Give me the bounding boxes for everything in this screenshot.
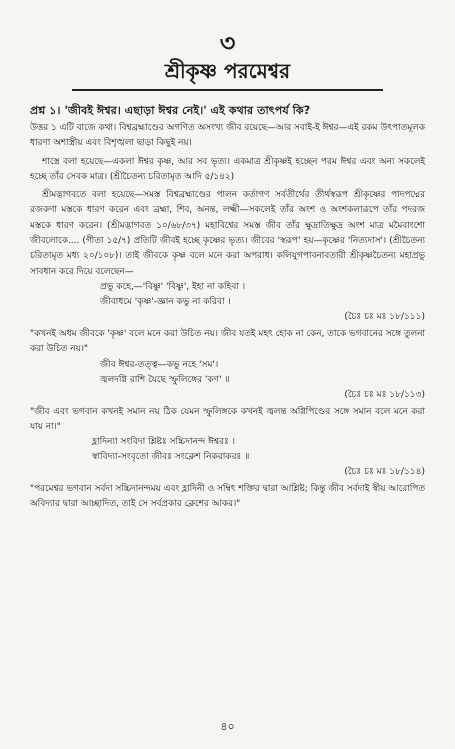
book-page	[0, 30, 455, 749]
chapter-number: ৩	[219, 29, 236, 57]
answer-paragraph: উত্তর ১ এটি বাজে কথা। বিশ্বব্রহ্মাণ্ডের অগণিত অসংখ্য জীব রয়েছে—আর সবাই-ই ঈশ্বর—এই রকম উৎপাতমূলক ধারণা অশাস্ত্রীয় এবং বিশৃঙ্খলা ছাড়া কিছুই নয়।	[30, 123, 425, 149]
sanskrit-verse-line: হ্লাদিন্যা সংবিদা শ্লিষ্টঃ সচ্চিদানন্দ ঈশ্বরঃ ।	[92, 437, 235, 448]
quote-paragraph: "পরমেশ্বর ভগবান সর্বদা সচ্চিদানন্দময় এবং হ্লাদিনী ও সম্বিৎ শক্তির দ্বারা আশ্লিষ্ট; কিন্তু জীব সর্বদাই স্বীয় আরোপিত অবিদ্যার দ্বারা আচ্ছাদিত, তাই সে সর্বপ্রকার ক্লেশের আকর।"	[30, 484, 425, 510]
verse-line: জীব ঈশ্বর-তত্ত্ব—কভু নহে 'সম'।	[100, 359, 219, 370]
verse-reference: (চৈঃ চঃ মঃ ১৮/১১১)	[344, 311, 425, 322]
page-number: ৪০	[220, 720, 235, 733]
quote-paragraph: "কখনই অধম জীবকে 'কৃষ্ণ' বলে মনে করা উচিত নয়। জীব যতই মহৎ হোক না কেন, তাকে ভগবানের সঙ্গে তুলনা করা উচিত নয়।"	[30, 328, 425, 355]
chapter-title: শ্রীকৃষ্ণ পরমেশ্বর	[164, 59, 291, 83]
quote-paragraph: "জীব এবং ভগবান কখনই সমান নয় ঠিক যেমন স্ফুলিঙ্গকে কখনই জ্বলন্ত অগ্নিপিণ্ডের সঙ্গে সমান বলে মনে করা যায় না।"	[30, 406, 425, 432]
question-heading: প্রশ্ন ১। 'জীবই ঈশ্বর। এছাড়া ঈশ্বর নেই।' এই কথার তাৎপর্য কি?	[30, 104, 311, 117]
verse-reference: (চৈঃ চঃ মঃ ১৮/১১৪)	[344, 467, 425, 478]
verse-reference: (চৈঃ চঃ মঃ ১৮/১১৩)	[344, 389, 425, 400]
title-underline	[72, 89, 383, 91]
sanskrit-verse-line: স্বাবিদ্যা-সংবৃতো জীবঃ সংক্লেশ নিকরাকরঃ ॥	[92, 452, 250, 463]
verse-line: জীবাধমে 'কৃষ্ণ'-জ্ঞান কভু না করিবা ।	[100, 296, 231, 307]
bhagavatam-paragraph: শ্রীমদ্ভাগবতে বলা হয়েছে—সমস্ত বিশ্বব্রহ্মাণ্ডের পালন কর্তাগণ সর্বতীর্থের তীর্থস্বরূপ শ্রীকৃষ্ণের পাদপদ্মের রজকণা মস্তকে ধারণ করেন এবং ব্রহ্মা, শিব, অনন্ত, লক্ষ্মী—সকলেই তাঁর অংশ ও অংশকলারূপে তাঁর পদরজ মস্তকে ধারণ করেন। (শ্রীমদ্ভাগবত ১০/৬৮/৩৭) মহাবিশ্বের সমস্ত জীব তাঁর ক্ষুদ্রাতিক্ষুদ্র অংশ মাত্র মমৈবাংশো জীবলোকে.... (গীতা ১৫/৭) প্রতিটি জীবই হচ্ছে কৃষ্ণের ভৃত্য। জীবের 'স্বরূপ' হয়—কৃষ্ণের 'নিত্যদাস'। (শ্রীচৈতন্য চরিতামৃত মধ্য ২০/১০৮)। তাই জীবকে কৃষ্ণ বলে মনে করা অপরাধ। কলিযুগপাবনাবতারী শ্রীকৃষ্ণচৈতন্য মহাপ্রভু সাবধান করে দিয়ে বলেছেন—	[30, 190, 425, 277]
verse-line: প্রভু কহে,—'বিষ্ণু' 'বিষ্ণু', ইহা না কহিবা ।	[100, 281, 246, 292]
scripture-paragraph: শাস্ত্রে বলা হয়েছে—একলা ঈশ্বর কৃষ্ণ, আর সব ভৃত্য। একমাত্র শ্রীকৃষ্ণই হচ্ছেন পরম ঈশ্বর এবং অন্য সকলেই হচ্ছে তাঁর সেবক মাত্র। (শ্রীচৈতন্য চরিতামৃত আদি ৫/১৪২)	[30, 156, 425, 182]
verse-line: জ্বলদগ্নি রাশি যৈছে স্ফুলিঙ্গের 'কণ' ॥	[100, 374, 230, 385]
